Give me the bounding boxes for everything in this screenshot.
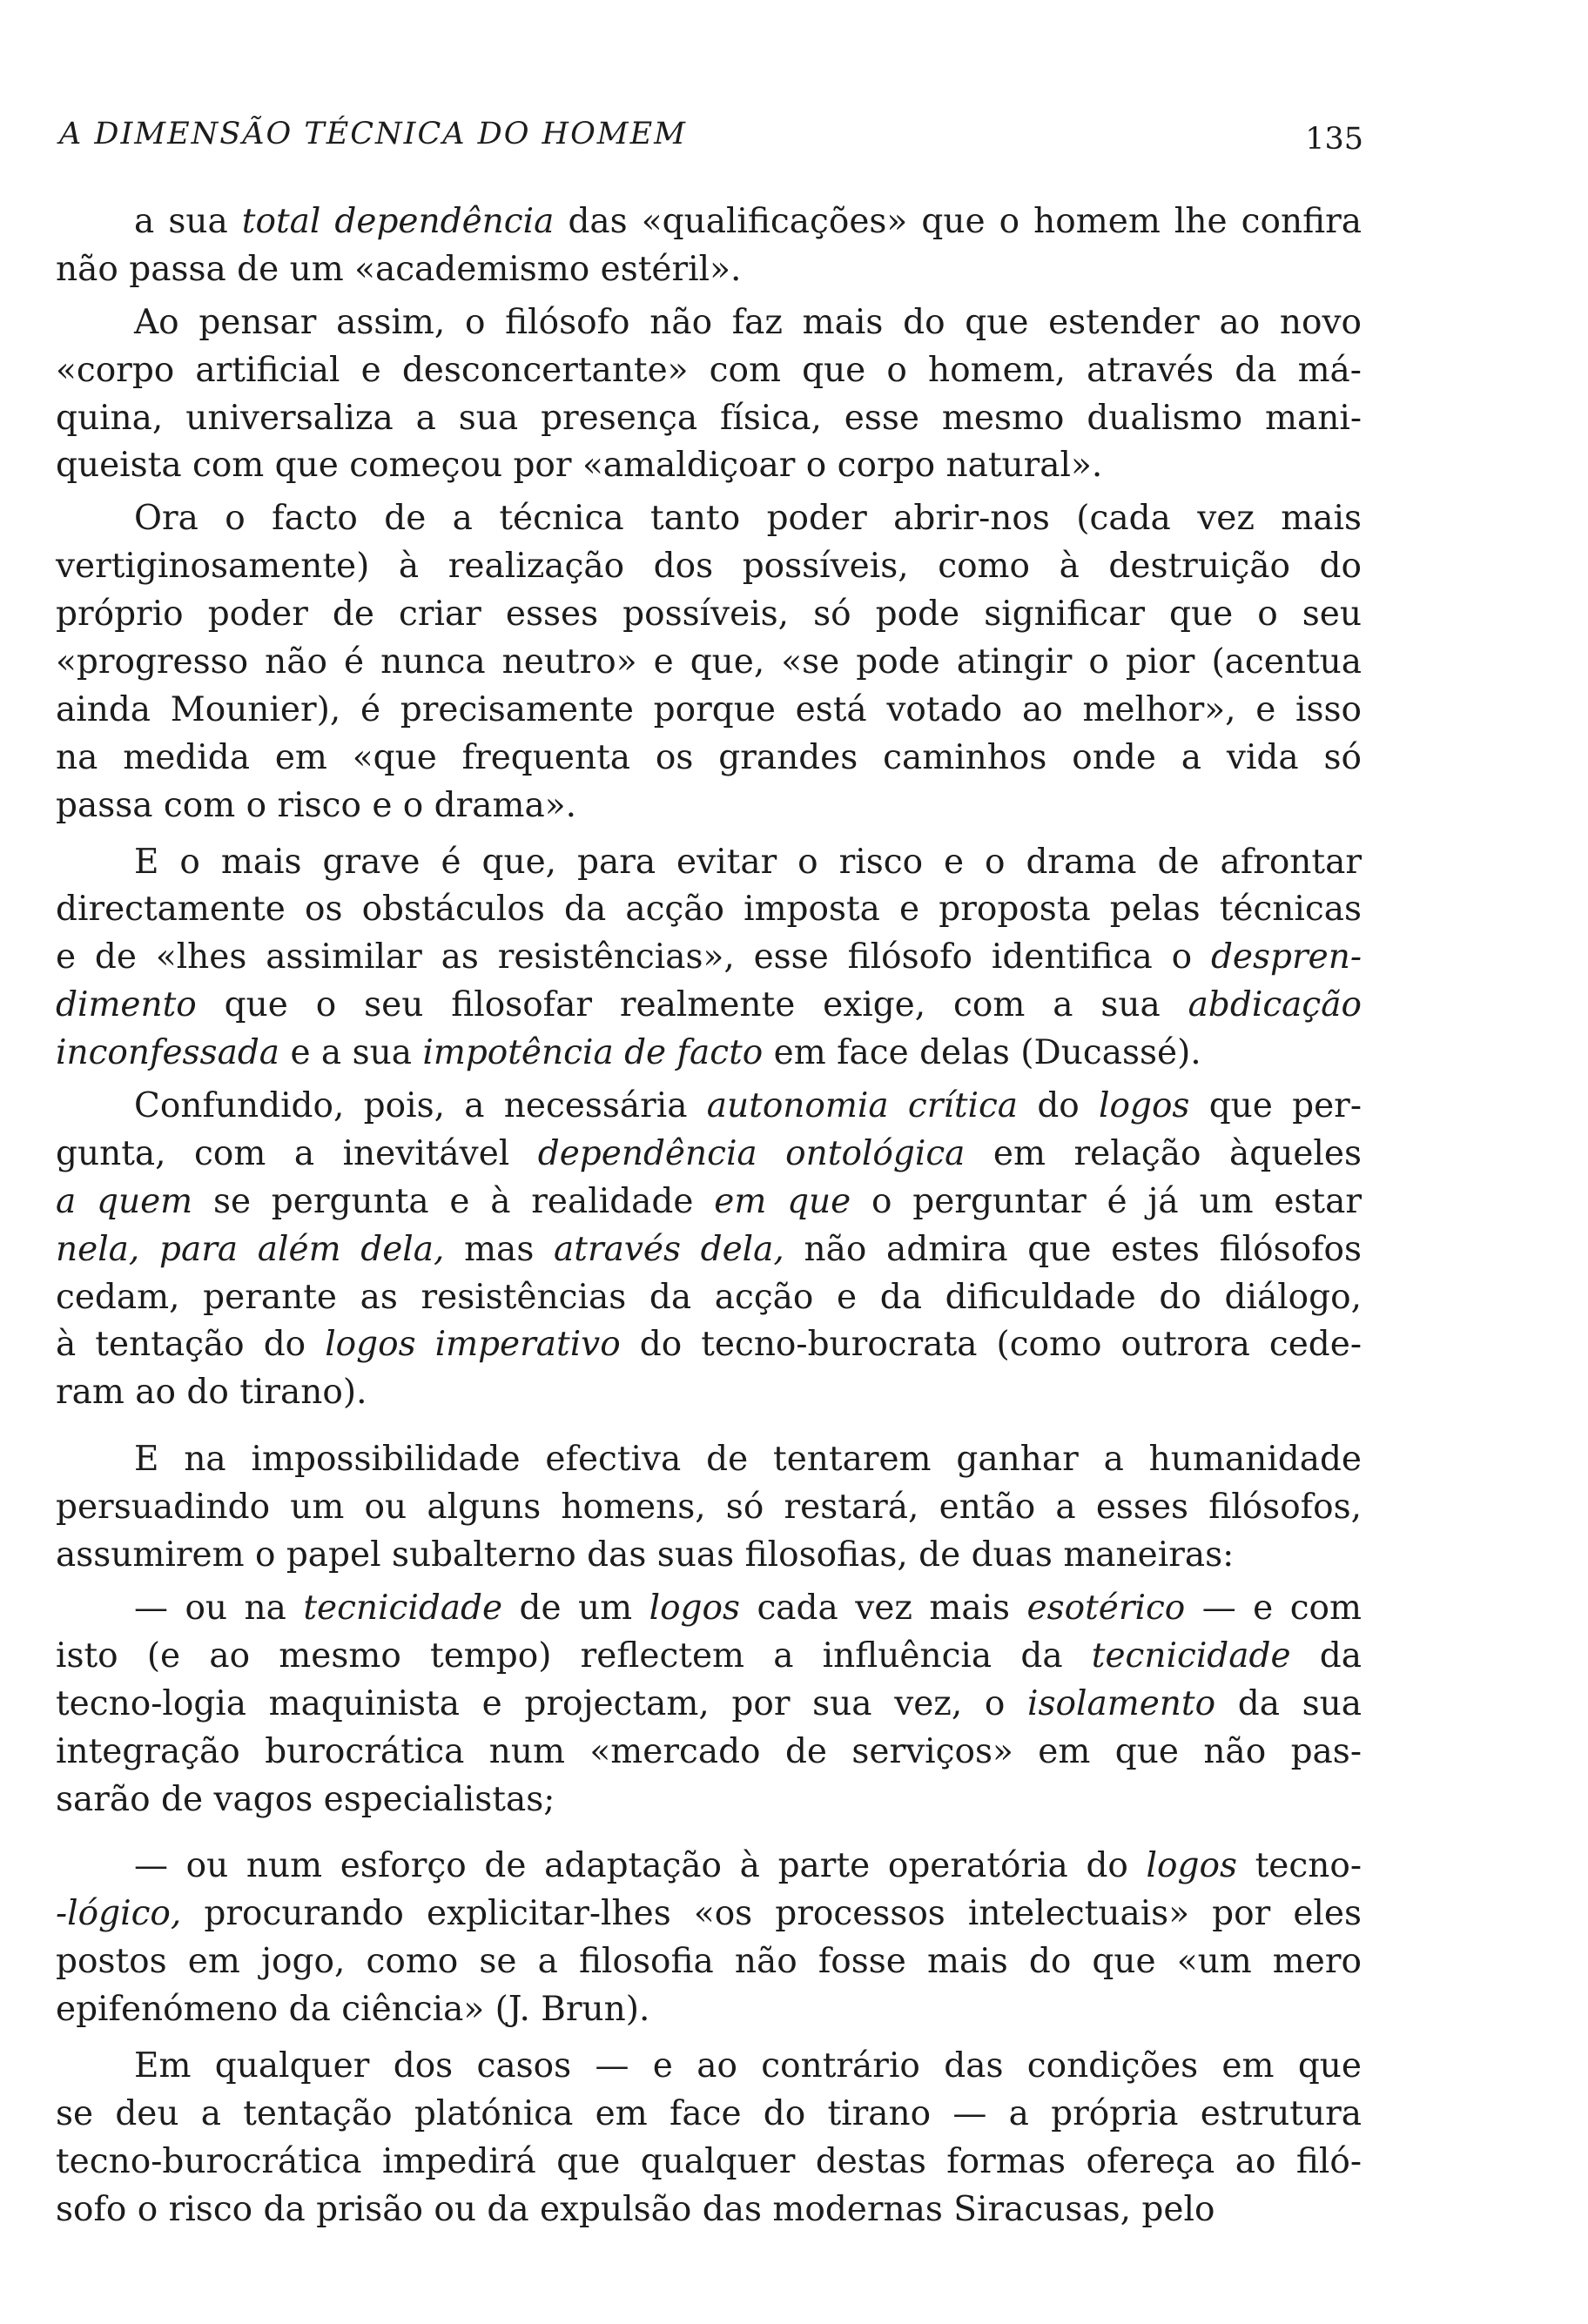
page-number: 135 <box>1305 122 1363 157</box>
paragraph <box>56 2043 1362 2234</box>
text-line <box>56 1729 1362 1777</box>
text-run: e de «lhes assimilar as resistências», esse filósofo identifica o <box>56 937 1211 977</box>
italic-run: autonomia crítica <box>706 1086 1019 1126</box>
paragraph-gap <box>56 830 1362 839</box>
text-line <box>56 246 1362 294</box>
italic-run: dimento <box>56 985 197 1025</box>
text-line <box>56 886 1362 934</box>
text-run: não admira que estes filósofos <box>784 1229 1363 1269</box>
text-run: Ao pensar assim, o filósofo não faz mais do que estender ao novo <box>134 302 1362 342</box>
text-line <box>56 934 1362 982</box>
paragraph <box>56 1436 1362 1580</box>
body-text <box>56 198 1362 2234</box>
italic-run: total dependência <box>241 202 555 241</box>
text-run: quina, universaliza a sua presença física, esse mesmo dualismo mani- <box>56 398 1362 438</box>
paragraph <box>56 1585 1362 1824</box>
text-line <box>56 347 1362 395</box>
text-run: que o seu filosofar realmente exige, com a sua <box>196 985 1188 1025</box>
text-line <box>56 1777 1362 1824</box>
paragraph <box>56 1083 1362 1417</box>
text-run: sofo o risco da prisão ou da expulsão das modernas Siracusas, pelo <box>56 2189 1215 2229</box>
text-line <box>56 1083 1362 1131</box>
italic-run: a quem <box>56 1181 193 1221</box>
italic-run: abdicação <box>1188 985 1362 1025</box>
text-line <box>56 2043 1362 2091</box>
text-line <box>56 1484 1362 1532</box>
italic-run: tecnicidade <box>1091 1636 1291 1676</box>
text-line <box>56 1843 1362 1891</box>
text-run: a sua <box>134 202 242 241</box>
paragraph <box>56 839 1362 1078</box>
text-line <box>56 735 1362 783</box>
text-run: cedam, perante as resistências da acção e da dificuldade do diálogo, <box>56 1277 1362 1317</box>
text-line <box>56 783 1362 830</box>
text-run: da sua <box>1215 1683 1362 1723</box>
italic-run: impotência de facto <box>422 1033 764 1073</box>
text-line <box>56 2186 1362 2234</box>
text-line <box>56 1436 1362 1484</box>
text-line <box>56 1274 1362 1322</box>
text-run: ainda Mounier), é precisamente porque está votado ao melhor», e isso <box>56 689 1362 729</box>
paragraph <box>56 495 1362 830</box>
text-run: tecno-logia maquinista e projectam, por sua vez, o <box>56 1683 1028 1723</box>
text-run: ram ao do tirano). <box>56 1373 367 1413</box>
text-line <box>56 395 1362 443</box>
italic-run: inconfessada <box>56 1033 280 1073</box>
text-run: assumirem o papel subalterno das suas filosofias, de duas maneiras: <box>56 1535 1235 1575</box>
paragraph <box>56 198 1362 294</box>
text-run: — e com <box>1185 1588 1363 1628</box>
text-run: gunta, com a inevitável <box>56 1133 538 1173</box>
text-line <box>56 839 1362 887</box>
italic-run: esotérico <box>1026 1588 1186 1628</box>
text-run: à tentação do <box>56 1325 326 1365</box>
paragraph <box>56 299 1362 491</box>
text-run: cada vez mais <box>740 1588 1027 1628</box>
text-run: sarão de vagos especialistas; <box>56 1779 555 1819</box>
text-run: — ou na <box>134 1588 304 1628</box>
text-run: Ora o facto de a técnica tanto poder abrir-nos (cada vez mais <box>134 499 1362 539</box>
text-run: mas <box>444 1229 555 1269</box>
italic-run: logos <box>649 1588 741 1628</box>
italic-run: através dela, <box>554 1229 784 1269</box>
text-run: não passa de um «academismo estéril». <box>56 249 742 289</box>
text-run: procurando explicitar-lhes «os processos intelectuais» por eles <box>181 1894 1362 1934</box>
text-run: na medida em «que frequenta os grandes caminhos onde a vida só <box>56 737 1362 777</box>
text-run: «progresso não é nunca neutro» e que, «se pode atingir o pior (acentua <box>56 642 1362 682</box>
text-run: «corpo artificial e desconcertante» com que o homem, através da má- <box>56 350 1362 390</box>
text-run: E na impossibilidade efectiva de tentarem ganhar a humanidade <box>134 1440 1362 1480</box>
text-line <box>56 1179 1362 1226</box>
text-line <box>56 2139 1362 2186</box>
paragraph-gap <box>56 1824 1362 1843</box>
italic-run: em que <box>714 1181 851 1221</box>
text-run: se deu a tentação platónica em face do tirano — a própria estrutura <box>56 2093 1362 2133</box>
text-line <box>56 198 1362 246</box>
italic-run: nela, para além dela, <box>56 1229 445 1269</box>
text-run: directamente os obstáculos da acção imposta e proposta pelas técnicas <box>56 890 1362 930</box>
text-line <box>56 1532 1362 1580</box>
text-line <box>56 1585 1362 1633</box>
paragraph-gap <box>56 1417 1362 1436</box>
text-run: E o mais grave é que, para evitar o risco e o drama de afrontar <box>134 842 1362 882</box>
text-line <box>56 442 1362 490</box>
italic-run: isolamento <box>1027 1683 1216 1723</box>
text-line <box>56 1030 1362 1078</box>
text-line <box>56 982 1362 1030</box>
text-run: epifenómeno da ciência» (J. Brun). <box>56 1990 650 2030</box>
text-run: o perguntar é já um estar <box>851 1181 1362 1221</box>
italic-run: logos <box>1146 1846 1237 1886</box>
running-head <box>59 111 1363 164</box>
text-line <box>56 495 1362 543</box>
text-line <box>56 1891 1362 1938</box>
text-line <box>56 1986 1362 2034</box>
text-line <box>56 1131 1362 1179</box>
text-run: vertiginosamente) à realização dos possíveis, como à destruição do <box>56 547 1362 587</box>
text-line <box>56 1938 1362 1986</box>
text-run: em face delas (Ducassé). <box>763 1033 1201 1073</box>
text-line <box>56 1633 1362 1681</box>
text-run: do <box>1018 1086 1100 1126</box>
paragraph <box>56 1843 1362 2034</box>
text-run: persuadindo um ou alguns homens, só restará, então a esses filósofos, <box>56 1488 1362 1528</box>
text-run: de um <box>502 1588 649 1628</box>
text-run: queista com que começou por «amaldiçoar o corpo natural». <box>56 446 1103 486</box>
text-run: isto (e ao mesmo tempo) reflectem a influência da <box>56 1636 1092 1676</box>
running-title: A DIMENSÃO TÉCNICA DO HOMEM <box>59 117 687 151</box>
text-run: próprio poder de criar esses possíveis, só pode significar que o seu <box>56 594 1362 635</box>
text-line <box>56 687 1362 735</box>
text-line <box>56 299 1362 347</box>
text-run: postos em jogo, como se a filosofia não fosse mais do que «um mero <box>56 1942 1362 1982</box>
italic-run: tecnicidade <box>303 1588 503 1628</box>
text-run: da <box>1290 1636 1362 1676</box>
text-run: do tecno-burocrata (como outrora cede- <box>620 1325 1362 1365</box>
text-run: tecno-burocrática impedirá que qualquer destas formas ofereça ao filó- <box>56 2141 1362 2181</box>
italic-run: -lógico, <box>56 1894 182 1934</box>
text-line <box>56 1321 1362 1369</box>
italic-run: logos imperativo <box>325 1325 621 1365</box>
text-run: integração burocrática num «mercado de serviços» em que não pas- <box>56 1731 1362 1771</box>
text-run: Em qualquer dos casos — e ao contrário das condições em que <box>134 2045 1362 2086</box>
text-run: e a sua <box>279 1033 423 1073</box>
text-run: Confundido, pois, a necessária <box>134 1086 707 1126</box>
italic-run: dependência ontológica <box>537 1133 966 1173</box>
text-run: das «qualificações» que o homem lhe confira <box>554 202 1362 241</box>
text-run: que per- <box>1189 1086 1362 1126</box>
text-run: passa com o risco e o drama». <box>56 785 577 825</box>
text-line <box>56 1226 1362 1274</box>
text-line <box>56 543 1362 591</box>
text-run: tecno- <box>1236 1846 1362 1886</box>
italic-run: logos <box>1099 1086 1190 1126</box>
paragraph-gap <box>56 2034 1362 2043</box>
text-line <box>56 1369 1362 1417</box>
text-line <box>56 639 1362 687</box>
text-line <box>56 2091 1362 2139</box>
text-line <box>56 1681 1362 1729</box>
text-run: em relação àqueles <box>965 1133 1362 1173</box>
text-run: se pergunta e à realidade <box>192 1181 715 1221</box>
text-run: — ou num esforço de adaptação à parte operatória do <box>134 1846 1147 1886</box>
italic-run: despren- <box>1210 937 1362 977</box>
text-line <box>56 591 1362 639</box>
